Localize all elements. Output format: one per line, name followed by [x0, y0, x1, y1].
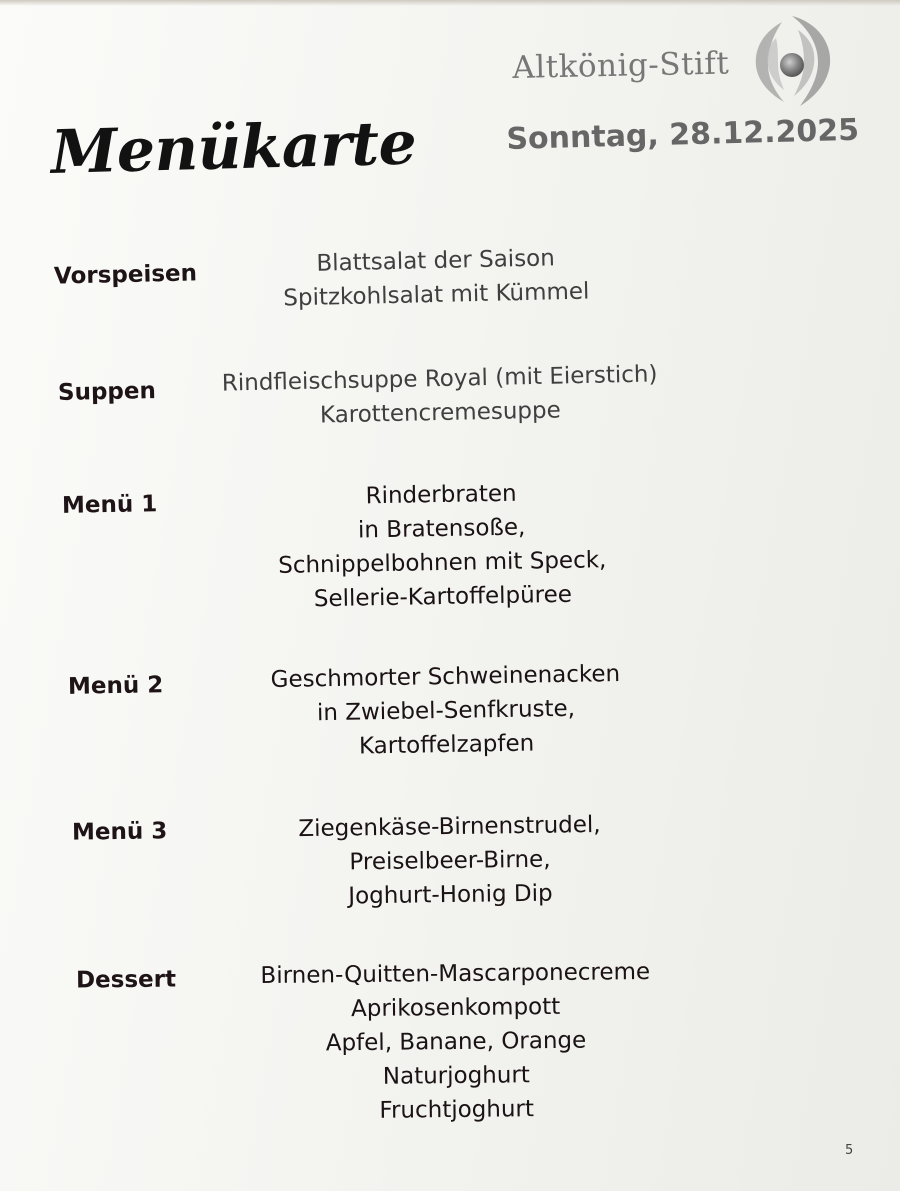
course-item: Rinderbraten	[365, 480, 517, 510]
page-edge	[0, 0, 900, 6]
course-item: Geschmorter Schweinenacken	[270, 660, 621, 694]
course-item: Schnippelbohnen mit Speck,	[278, 547, 607, 579]
page-number: 5	[845, 1143, 854, 1158]
course-item: Karottencremesuppe	[319, 397, 561, 429]
course-category: Vorspeisen	[53, 260, 198, 290]
course-item: Kartoffelzapfen	[358, 730, 535, 760]
course-items	[181, 473, 703, 618]
course-category: Menü 3	[71, 818, 168, 846]
course-item: Rindfleischsuppe Royal (mit Eierstich)	[221, 361, 658, 397]
course-item: Fruchtjoghurt	[379, 1096, 535, 1124]
course-item: Ziegenkäse-Birnenstrudel,	[298, 811, 601, 843]
course-item: Spitzkohlsalat mit Kümmel	[283, 278, 590, 312]
course-items	[195, 954, 717, 1129]
course-item: Sellerie-Kartoffelpüree	[313, 581, 573, 613]
course-category: Dessert	[75, 966, 177, 994]
course-items	[175, 238, 696, 318]
course-items	[189, 806, 710, 915]
menu-date: Sonntag, 28.12.2025	[506, 112, 860, 157]
course-category: Menü 1	[61, 491, 158, 519]
course-item: Naturjoghurt	[382, 1062, 531, 1090]
course-item: in Bratensoße,	[357, 514, 526, 544]
course-item: Aprikosenkompott	[350, 993, 561, 1023]
page-title: Menükarte	[50, 108, 418, 188]
altkoenig-stift-logo-icon	[746, 10, 838, 110]
course-item: Blattsalat der Saison	[316, 245, 556, 277]
course-item: Apfel, Banane, Orange	[325, 1027, 587, 1057]
course-category: Suppen	[57, 377, 157, 407]
course-item: in Zwiebel-Senfkruste,	[316, 695, 576, 727]
course-category: Menü 2	[67, 672, 164, 700]
brand-name: Altkönig-Stift	[512, 45, 730, 86]
course-items	[185, 655, 707, 766]
course-items	[179, 357, 700, 436]
course-item: Birnen-Quitten-Mascarponecreme	[260, 958, 651, 990]
course-item: Preiselbeer-Birne,	[349, 846, 551, 876]
course-item: Joghurt-Honig Dip	[348, 880, 553, 910]
